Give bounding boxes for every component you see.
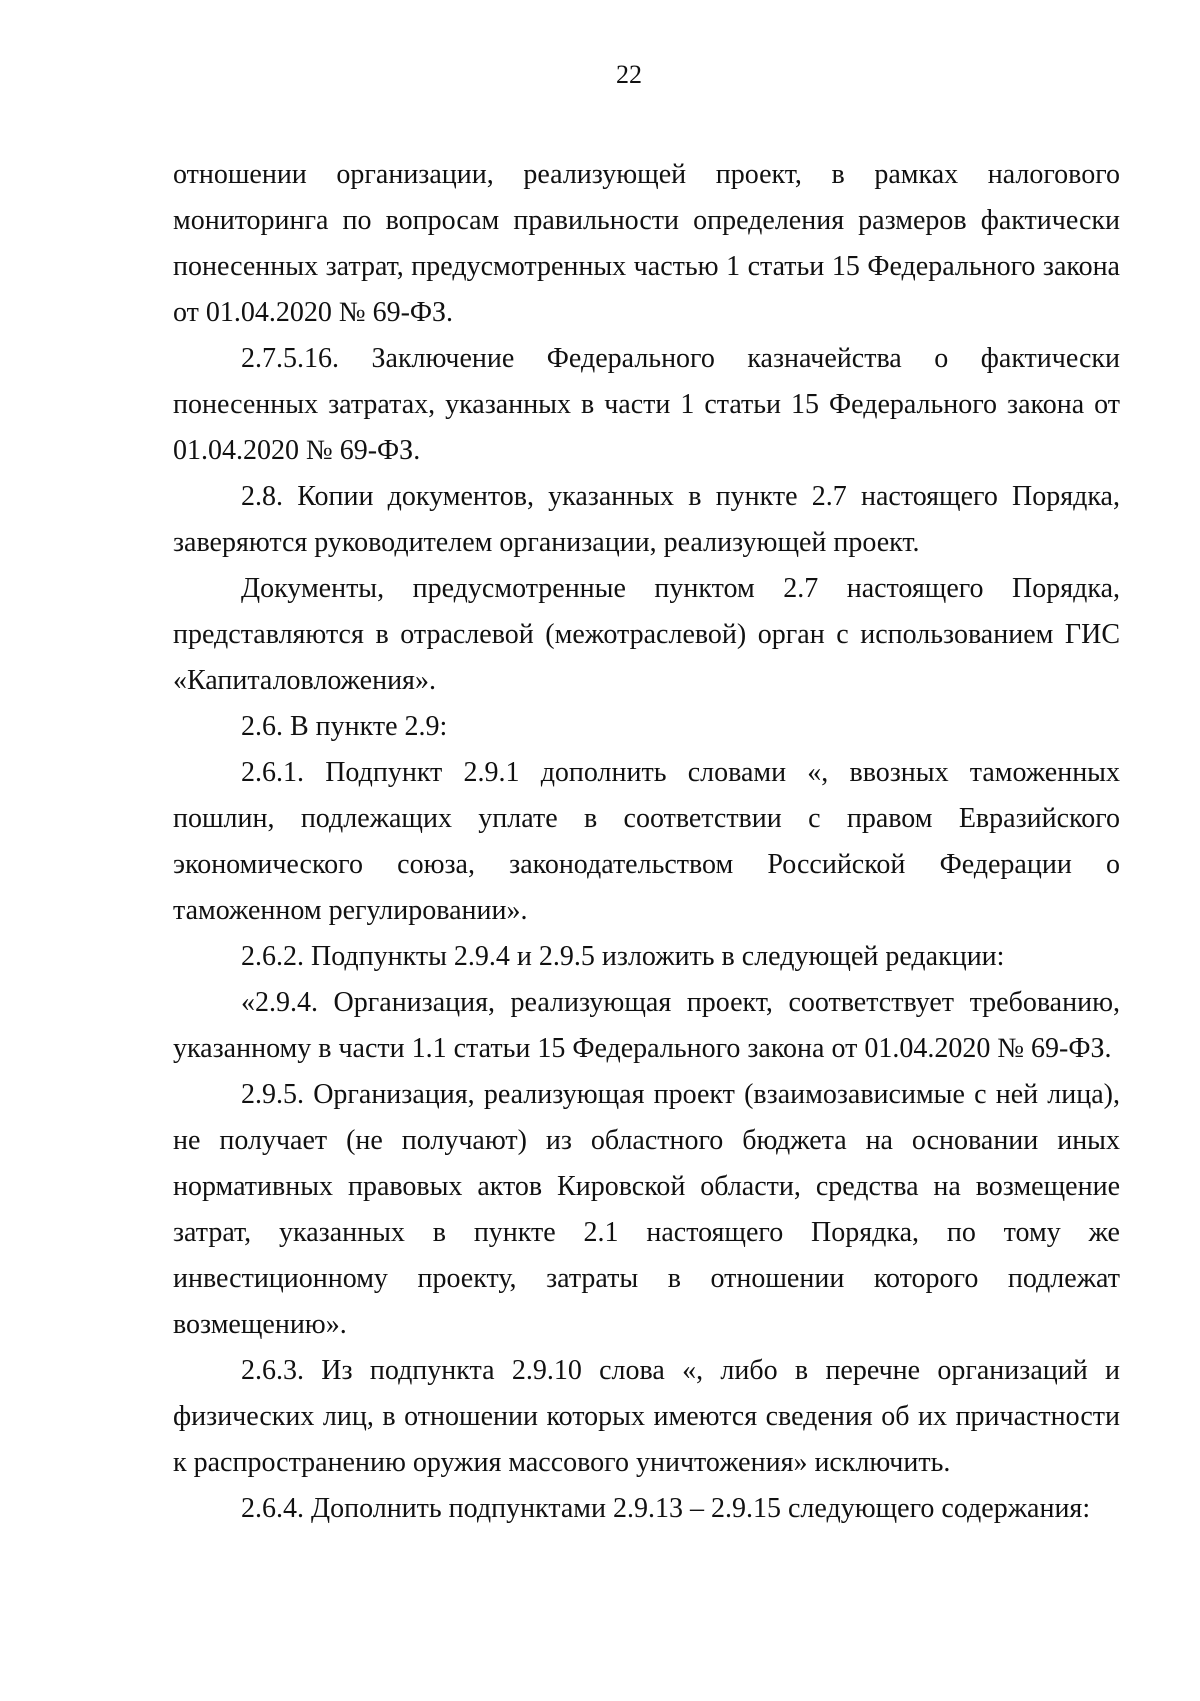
paragraph-2-6-4: 2.6.4. Дополнить подпунктами 2.9.13 – 2.9.15 следующего содержания: bbox=[241, 1493, 1091, 1524]
paragraph-2-8: 2.8. Копии документов, указанных в пункте 2.7 настоящего Порядка, заверяются руководителем организации, реализующей проект. bbox=[173, 481, 1120, 558]
paragraph-2-6-3: 2.6.3. Из подпункта 2.9.10 слова «, либо в перечне организаций и физических лиц, в отношении которых имеются сведения об их причастности к распространению оружия массового уничтожения» исключить. bbox=[173, 1355, 1120, 1478]
paragraph-continuation: отношении организации, реализующей проект, в рамках налогового мониторинга по вопросам правильности определения размеров фактически понесенных затрат, предусмотренных частью 1 статьи 15 Федерального закона от 01.04.2020 № 69-ФЗ. bbox=[173, 159, 1120, 328]
paragraph-2-6-1: 2.6.1. Подпункт 2.9.1 дополнить словами «, ввозных таможенных пошлин, подлежащих уплате в соответствии с правом Евразийского экономического союза, законодательством Российской Федерации о таможенном регулировании». bbox=[173, 757, 1120, 926]
paragraph-2-7-5-16: 2.7.5.16. Заключение Федерального казначейства о фактически понесенных затратах, указанных в части 1 статьи 15 Федерального закона от 01.04.2020 № 69-ФЗ. bbox=[173, 343, 1120, 466]
paragraph-2-6: 2.6. В пункте 2.9: bbox=[241, 711, 448, 742]
paragraph-documents: Документы, предусмотренные пунктом 2.7 настоящего Порядка, представляются в отраслевой (межотраслевой) орган с использованием ГИС «Капиталовложения». bbox=[173, 573, 1120, 696]
paragraph-2-6-2: 2.6.2. Подпункты 2.9.4 и 2.9.5 изложить в следующей редакции: bbox=[241, 941, 1005, 972]
paragraph-2-9-4: «2.9.4. Организация, реализующая проект, соответствует требованию, указанному в части 1.1 статьи 15 Федерального закона от 01.04.2020 № 69-ФЗ. bbox=[173, 987, 1120, 1064]
document-body bbox=[173, 152, 1120, 1532]
paragraph-2-9-5: 2.9.5. Организация, реализующая проект (взаимозависимые с ней лица), не получает (не получают) из областного бюджета на основании иных нормативных правовых актов Кировской области, средства на возмещение затрат, указанных в пункте 2.1 настоящего Порядка, по тому же инвестиционному проекту, затраты в отношении которого подлежат возмещению». bbox=[173, 1079, 1120, 1340]
page-number: 22 bbox=[616, 60, 642, 89]
